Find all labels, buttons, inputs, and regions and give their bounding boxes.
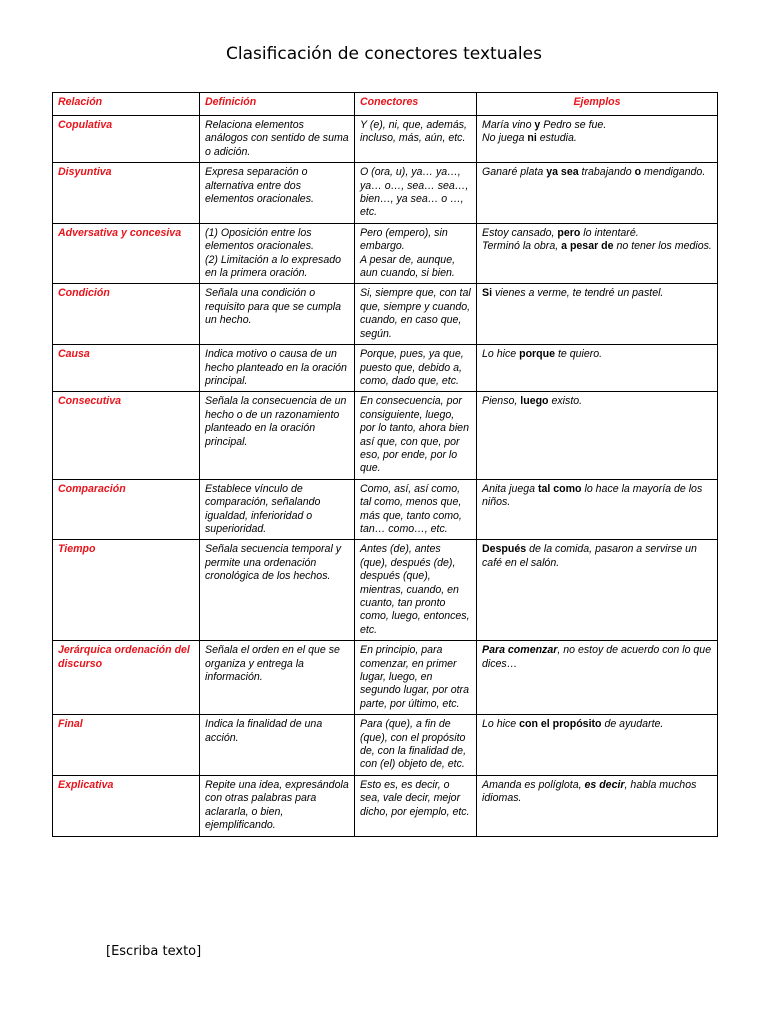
example-text: Pienso,	[482, 395, 521, 408]
cell-relacion: Consecutiva	[53, 392, 200, 479]
example-connector: luego	[520, 395, 549, 408]
table-row	[53, 116, 718, 163]
example-text: de ayudarte.	[601, 718, 664, 731]
cell-definicion: Expresa separación o alternativa entre dos elementos oracionales.	[200, 163, 355, 224]
cell-conectores: O (ora, u), ya… ya…, ya… o…, sea… sea…, bien…, ya sea… o …, etc.	[355, 163, 477, 224]
cell-ejemplo	[477, 345, 718, 392]
example-text: trabajando	[578, 166, 635, 179]
example-text: lo intentaré.	[580, 226, 639, 239]
example-text: Lo hice	[482, 718, 520, 731]
cell-conectores: Para (que), a fin de (que), con el propósito de, con la finalidad de, con (el) objeto de, etc.	[355, 715, 477, 776]
example-text: vienes a verme, te tendré un pastel.	[492, 287, 664, 300]
example-text: te quiero.	[555, 348, 603, 361]
cell-definicion: Establece vínculo de comparación, señalando igualdad, inferioridad o superioridad.	[200, 479, 355, 540]
example-text: María vino	[482, 119, 535, 131]
example-text: , no estoy de acuerdo con lo que dices…	[482, 644, 712, 670]
cell-ejemplo	[477, 163, 718, 224]
page-title: Clasificación de conectores textuales	[226, 44, 542, 64]
example-text: estudia.	[536, 132, 577, 145]
example-connector: pero	[557, 226, 581, 239]
cell-definicion: Indica motivo o causa de un hecho planteado en la oración principal.	[200, 345, 355, 392]
table-row	[53, 284, 718, 345]
example-text: Amanda es políglota,	[482, 778, 585, 791]
cell-conectores: Como, así, así como, tal como, menos que, más que, tanto como, tan… como…, etc.	[355, 479, 477, 540]
cell-conectores: Esto es, es decir, o sea, vale decir, mejor dicho, por ejemplo, etc.	[355, 775, 477, 836]
header-definicion: Definición	[200, 93, 355, 116]
cell-relacion: Adversativa y concesiva	[53, 223, 200, 284]
example-connector: Para comenzar	[482, 644, 558, 657]
cell-relacion: Condición	[53, 284, 200, 345]
example-text: no tener los medios.	[613, 240, 712, 253]
cell-relacion: Tiempo	[53, 540, 200, 641]
table-row	[53, 163, 718, 224]
cell-ejemplo	[477, 715, 718, 776]
example-connector: es decir	[584, 778, 625, 791]
cell-relacion: Jerárquica ordenación del discurso	[53, 641, 200, 715]
example-connector: tal como	[537, 482, 582, 495]
cell-ejemplo	[477, 392, 718, 479]
cell-definicion: (1) Oposición entre los elementos oracionales. (2) Limitación a lo expresado en la primera oración.	[200, 223, 355, 284]
cell-relacion: Final	[53, 715, 200, 776]
example-connector: Si	[482, 287, 493, 300]
example-text: Estoy cansado,	[482, 226, 558, 239]
example-text: Terminó la obra,	[482, 240, 562, 253]
cell-relacion: Disyuntiva	[53, 163, 200, 224]
example-text: existo.	[548, 395, 583, 408]
cell-ejemplo	[477, 775, 718, 836]
cell-definicion: Señala la consecuencia de un hecho o de un razonamiento planteado en la oración principal.	[200, 392, 355, 479]
example-text: Pedro se fue.	[540, 119, 607, 131]
table-row	[53, 223, 718, 284]
example-text: Lo hice	[482, 348, 520, 361]
example-text: de la comida, pasaron a servirse un café en el salón.	[482, 543, 697, 569]
connectors-table	[52, 92, 718, 837]
cell-relacion: Explicativa	[53, 775, 200, 836]
cell-conectores: Y (e), ni, que, además, incluso, más, aún, etc.	[355, 116, 477, 163]
table-row	[53, 641, 718, 715]
example-text: lo hace la mayoría de los niños.	[482, 482, 703, 509]
table-row	[53, 345, 718, 392]
cell-ejemplo	[477, 223, 718, 284]
cell-ejemplo	[477, 641, 718, 715]
header-relacion: Relación	[53, 93, 200, 116]
cell-definicion: Señala una condición o requisito para que se cumpla un hecho.	[200, 284, 355, 345]
cell-conectores: Pero (empero), sin embargo. A pesar de, aunque, aun cuando, si bien.	[355, 223, 477, 284]
cell-ejemplo	[477, 284, 718, 345]
table-row	[53, 392, 718, 479]
example-text: No juega	[482, 132, 528, 145]
table-header-row	[53, 93, 718, 116]
cell-definicion: Repite una idea, expresándola con otras palabras para aclararla, o bien, ejemplificando.	[200, 775, 355, 836]
table-row	[53, 540, 718, 641]
cell-conectores: En principio, para comenzar, en primer lugar, luego, en segundo lugar, por otra parte, por último, etc.	[355, 641, 477, 715]
cell-conectores: Antes (de), antes (que), después (de), después (que), mientras, cuando, en cuanto, tan pronto como, luego, entonces, etc.	[355, 540, 477, 641]
table-row	[53, 715, 718, 776]
cell-conectores: Si, siempre que, con tal que, siempre y cuando, cuando, en caso que, según.	[355, 284, 477, 345]
example-text: mendigando.	[641, 166, 706, 179]
example-connector: y	[534, 119, 541, 131]
example-text: , habla muchos idiomas.	[482, 778, 697, 805]
table-row	[53, 775, 718, 836]
cell-conectores: Porque, pues, ya que, puesto que, debido a, como, dado que, etc.	[355, 345, 477, 392]
example-connector: con el propósito	[519, 718, 602, 731]
footer-placeholder-text[interactable]: [Escriba texto]	[106, 944, 202, 959]
table-row	[53, 479, 718, 540]
table-body	[53, 116, 718, 837]
cell-ejemplo	[477, 540, 718, 641]
cell-ejemplo	[477, 479, 718, 540]
cell-relacion: Causa	[53, 345, 200, 392]
cell-relacion: Copulativa	[53, 116, 200, 163]
cell-relacion: Comparación	[53, 479, 200, 540]
example-text: Ganaré plata	[482, 166, 547, 179]
cell-definicion: Relaciona elementos análogos con sentido de suma o adición.	[200, 116, 355, 163]
example-connector: a pesar de	[561, 240, 614, 253]
example-connector: ni	[527, 132, 537, 145]
example-connector: ya sea	[546, 166, 579, 179]
cell-definicion: Señala secuencia temporal y permite una ordenación cronológica de los hechos.	[200, 540, 355, 641]
header-conectores: Conectores	[355, 93, 477, 116]
cell-conectores: En consecuencia, por consiguiente, luego, por lo tanto, ahora bien así que, con que, por eso, por ende, por lo que.	[355, 392, 477, 479]
cell-ejemplo	[477, 116, 718, 163]
cell-definicion: Indica la finalidad de una acción.	[200, 715, 355, 776]
cell-definicion: Señala el orden en el que se organiza y entrega la información.	[200, 641, 355, 715]
example-text: Anita juega	[482, 482, 538, 495]
header-ejemplos: Ejemplos	[477, 93, 718, 116]
example-connector: porque	[519, 348, 556, 361]
example-connector: Después	[482, 543, 527, 556]
example-connector: o	[634, 166, 642, 179]
